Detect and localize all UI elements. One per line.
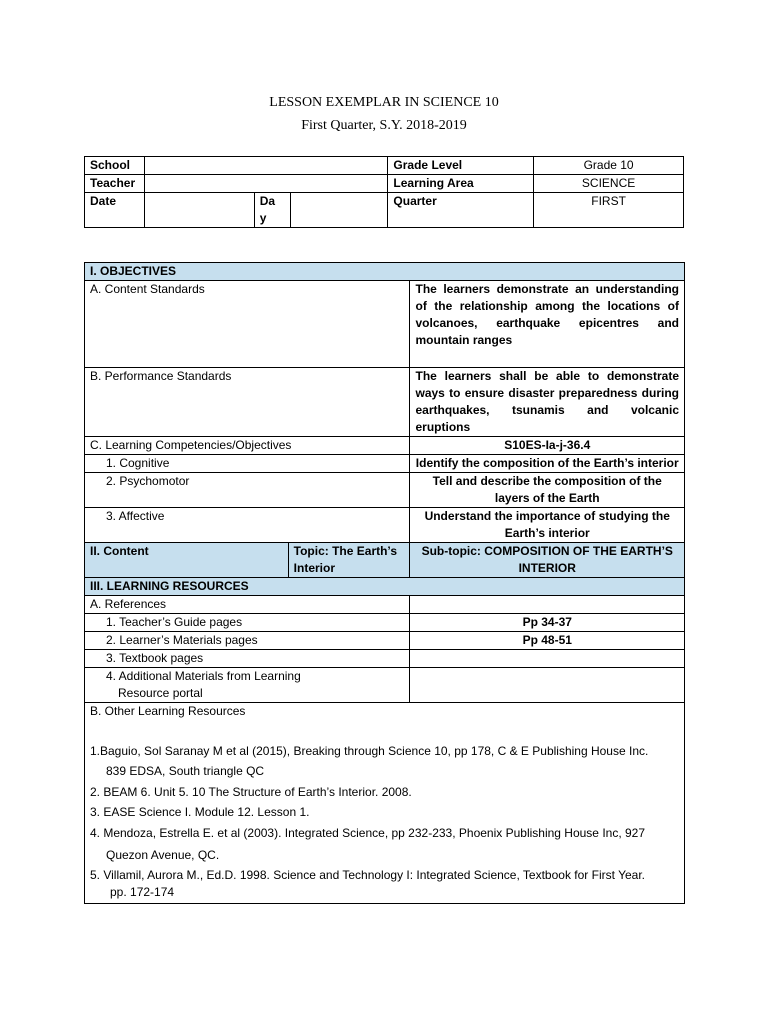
document-title: LESSON EXEMPLAR IN SCIENCE 10 (269, 95, 499, 110)
date-field (144, 193, 254, 228)
learners-materials-value: Pp 48-51 (410, 632, 685, 650)
reference-4-cont: Quezon Avenue, QC. (106, 848, 220, 862)
lesson-table (84, 262, 685, 904)
content-standards-text: The learners demonstrate an understanding of the relationship among the locations of volcanoes, earthquake epicentres and mountain ranges (410, 281, 685, 368)
teacher-label: Teacher (85, 175, 145, 193)
content-standards-label: A. Content Standards (85, 281, 410, 368)
competencies-label: C. Learning Competencies/Objectives (85, 437, 410, 455)
additional-materials-value (410, 668, 685, 703)
textbook-value (410, 650, 685, 668)
performance-standards-text: The learners shall be able to demonstrate ways to ensure disaster preparedness during earthquakes, tsunamis and volcanic eruptions (410, 368, 685, 437)
content-topic: Topic: The Earth’s Interior (288, 543, 410, 578)
teacher-field (144, 175, 387, 193)
quarter-value: FIRST (534, 193, 684, 228)
quarter-label: Quarter (388, 193, 534, 228)
grade-level-value: Grade 10 (534, 157, 684, 175)
additional-materials-label: 4. Additional Materials from Learning Resource portal (85, 668, 410, 703)
day-field (290, 193, 388, 228)
other-resources-cell (85, 703, 685, 904)
affective-label: 3. Affective (85, 508, 410, 543)
school-field (144, 157, 387, 175)
resources-heading: III. LEARNING RESOURCES (85, 578, 685, 596)
cognitive-label: 1. Cognitive (85, 455, 410, 473)
cognitive-text: Identify the composition of the Earth’s interior (410, 455, 685, 473)
reference-1: 1.Baguio, Sol Saranay M et al (2015), Breaking through Science 10, pp 178, C & E Publishing House Inc. (90, 744, 649, 758)
teachers-guide-label: 1. Teacher’s Guide pages (85, 614, 410, 632)
reference-5: 5. Villamil, Aurora M., Ed.D. 1998. Science and Technology I: Integrated Science, Textbook for First Year. (90, 868, 645, 882)
day-label: Da y (254, 193, 290, 228)
learning-area-value: SCIENCE (534, 175, 684, 193)
textbook-label: 3. Textbook pages (85, 650, 410, 668)
references-value (410, 596, 685, 614)
reference-2: 2. BEAM 6. Unit 5. 10 The Structure of Earth’s Interior. 2008. (90, 785, 412, 799)
performance-standards-label: B. Performance Standards (85, 368, 410, 437)
date-label: Date (85, 193, 145, 228)
reference-4: 4. Mendoza, Estrella E. et al (2003). Integrated Science, pp 232-233, Phoenix Publishing House Inc, 927 (90, 826, 646, 840)
reference-5-cont: pp. 172-174 (110, 885, 175, 899)
school-label: School (85, 157, 145, 175)
content-subtopic: Sub-topic: COMPOSITION OF THE EARTH’S INTERIOR (410, 543, 685, 578)
document-subtitle: First Quarter, S.Y. 2018-2019 (301, 118, 467, 133)
content-heading: II. Content (85, 543, 289, 578)
objectives-heading: I. OBJECTIVES (85, 263, 685, 281)
affective-text: Understand the importance of studying the Earth’s interior (410, 508, 685, 543)
reference-3: 3. EASE Science I. Module 12. Lesson 1. (90, 805, 310, 819)
grade-level-label: Grade Level (388, 157, 534, 175)
references-label: A. References (85, 596, 410, 614)
competencies-code: S10ES-Ia-j-36.4 (410, 437, 685, 455)
teachers-guide-value: Pp 34-37 (410, 614, 685, 632)
header-table (84, 156, 684, 228)
learning-area-label: Learning Area (388, 175, 534, 193)
other-resources-label: B. Other Learning Resources (90, 704, 246, 718)
psychomotor-label: 2. Psychomotor (85, 473, 410, 508)
reference-1-cont: 839 EDSA, South triangle QC (106, 764, 265, 778)
psychomotor-text: Tell and describe the composition of the layers of the Earth (410, 473, 685, 508)
learners-materials-label: 2. Learner’s Materials pages (85, 632, 410, 650)
